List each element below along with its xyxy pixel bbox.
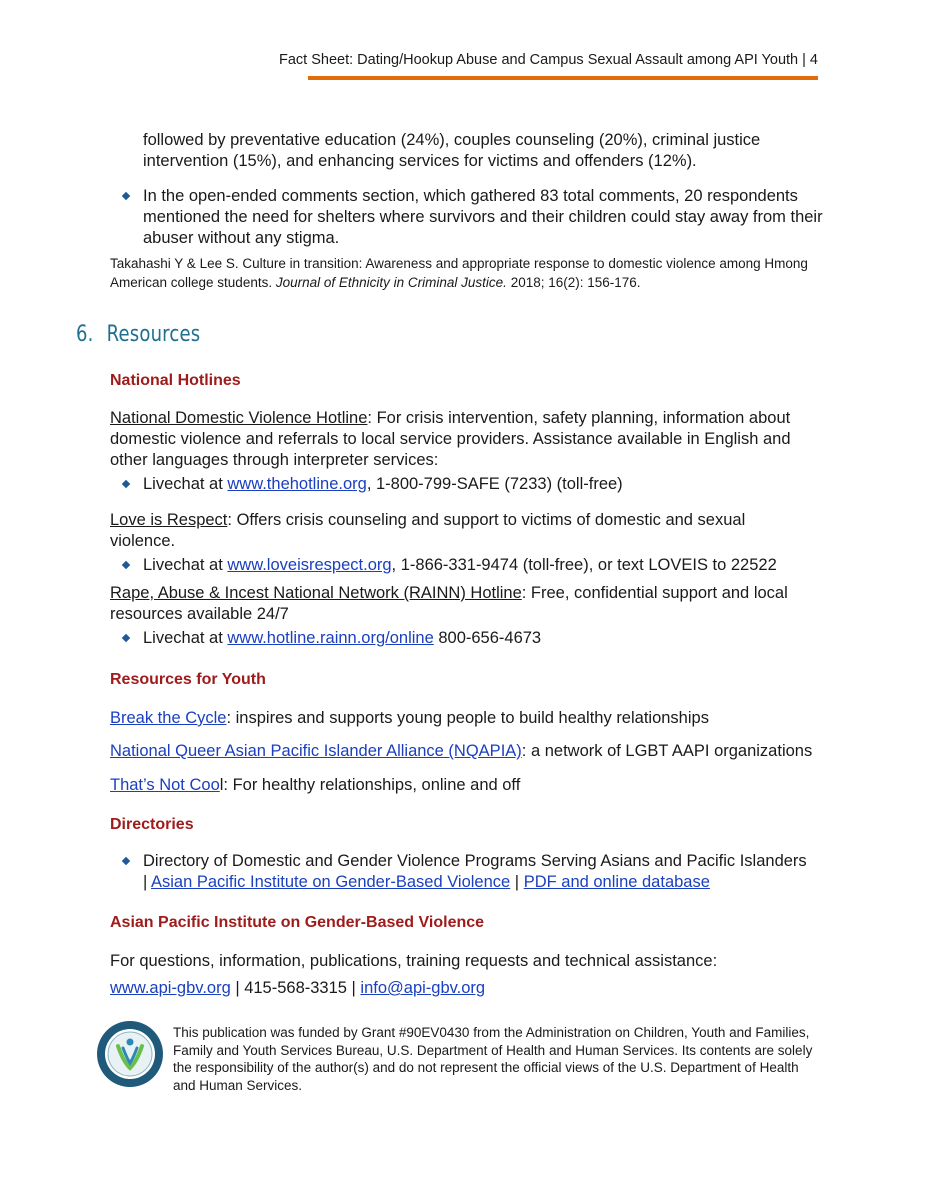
rainn-link[interactable]: www.hotline.rainn.org/online (227, 629, 434, 647)
rainn-name: Rape, Abuse & Incest National Network (RAINN) Hotline (110, 584, 522, 602)
thehotline-link[interactable]: www.thehotline.org (227, 475, 367, 493)
apigbv-phone: | 415-568-3315 | (230, 979, 361, 997)
section-title: Resources (106, 322, 201, 347)
directories-heading: Directories (110, 816, 194, 833)
header-rule (308, 76, 818, 80)
intro-continuation: followed by preventative education (24%), couples counseling (20%), criminal justice intervention (15%), and enhancing services for victims and offenders (12%). (143, 131, 761, 170)
lir-name: Love is Respect (110, 511, 228, 529)
diamond-bullet-icon (122, 857, 130, 865)
apigbv-contact (110, 978, 830, 999)
section-heading (76, 322, 200, 347)
hhs-seal-icon (96, 1020, 164, 1088)
citation-details: 2018; 16(2): 156-176. (506, 275, 641, 290)
apigbv-web-link[interactable]: www.api-gbv.org (110, 979, 231, 997)
ndvh-bullet-text (143, 474, 833, 495)
national-hotlines-heading: National Hotlines (110, 372, 241, 389)
ndvh-desc: : For crisis intervention, safety planning, information about domestic violence and referrals to local service providers. Assistance available in English and other languages through interpreter services: (110, 409, 791, 469)
nqapia-paragraph (110, 741, 830, 762)
tnc-link-tail: l (219, 776, 224, 794)
directory-sep2: | (510, 873, 524, 891)
lir-phone: , 1-866-331-9474 (toll-free), or text LOVEIS to 22522 (391, 556, 777, 574)
nqapia-link[interactable]: National Queer Asian Pacific Islander Alliance (NQAPIA) (110, 742, 522, 760)
apigbv-heading: Asian Pacific Institute on Gender-Based Violence (110, 914, 485, 931)
apigbv-email-link[interactable]: info@api-gbv.org (360, 979, 486, 997)
loveisrespect-link[interactable]: www.loveisrespect.org (227, 556, 392, 574)
break-the-cycle-link[interactable]: Break the Cycle (110, 709, 227, 727)
rainn-paragraph (110, 583, 810, 625)
ndvh-paragraph (110, 408, 810, 471)
intro-bullet-text: In the open-ended comments section, which gathered 83 total comments, 20 respondents mentioned the need for shelters where survivors and their children could stay away from their abuser without any stigma. (143, 187, 823, 247)
rainn-phone: 800-656-4673 (433, 629, 542, 647)
directory-sep1: | (143, 873, 151, 891)
rainn-desc: : Free, confidential support and local resources available 24/7 (110, 584, 788, 623)
lir-paragraph (110, 510, 810, 552)
tnc-desc: : For healthy relationships, online and off (223, 776, 521, 794)
funding-statement: This publication was funded by Grant #90EV0430 from the Administration on Children, Youth and Families, Family and Youth Services Bureau, U.S. Department of Health and Human Services. Its contents are solely the responsibility of the author(s) and do not represent the official views of the U.S. Department of Health and Human Services. (173, 1025, 813, 1093)
lir-bullet-pre: Livechat at (143, 556, 228, 574)
citation-journal: Journal of Ethnicity in Criminal Justice. (275, 275, 507, 290)
pdf-database-link[interactable]: PDF and online database (523, 873, 710, 891)
ndvh-name: National Domestic Violence Hotline (110, 409, 368, 427)
diamond-bullet-icon (122, 561, 130, 569)
apigbv-desc: For questions, information, publications, training requests and technical assistance: (110, 952, 718, 970)
citation (110, 254, 810, 292)
btc-paragraph (110, 708, 830, 729)
tnc-paragraph (110, 775, 830, 796)
lir-desc: : Offers crisis counseling and support to victims of domestic and sexual violence. (110, 511, 746, 550)
youth-heading: Resources for Youth (110, 671, 266, 688)
ndvh-phone: , 1-800-799-SAFE (7233) (toll-free) (366, 475, 623, 493)
diamond-bullet-icon (122, 634, 130, 642)
rainn-bullet-text (143, 628, 833, 649)
nqapia-desc: : a network of LGBT AAPI organizations (521, 742, 813, 760)
running-header: Fact Sheet: Dating/Hookup Abuse and Campus Sexual Assault among API Youth | 4 (278, 52, 818, 68)
diamond-bullet-icon (122, 192, 130, 200)
directory-title: Directory of Domestic and Gender Violence Programs Serving Asians and Pacific Islanders (143, 852, 807, 870)
diamond-bullet-icon (122, 480, 130, 488)
rainn-bullet-pre: Livechat at (143, 629, 228, 647)
btc-desc: : inspires and supports young people to build healthy relationships (226, 709, 709, 727)
apigbv-directory-link[interactable]: Asian Pacific Institute on Gender-Based Violence (150, 873, 511, 891)
section-number: 6. (76, 322, 94, 347)
directory-bullet-text (143, 851, 843, 893)
thats-not-cool-link[interactable]: That’s Not Coo (110, 776, 220, 794)
citation-authors: Takahashi Y & Lee S. Culture in transition: Awareness and appropriate response to domestic violence among Hmong American college students. (110, 256, 808, 290)
ndvh-bullet-pre: Livechat at (143, 475, 228, 493)
lir-bullet-text (143, 555, 833, 576)
